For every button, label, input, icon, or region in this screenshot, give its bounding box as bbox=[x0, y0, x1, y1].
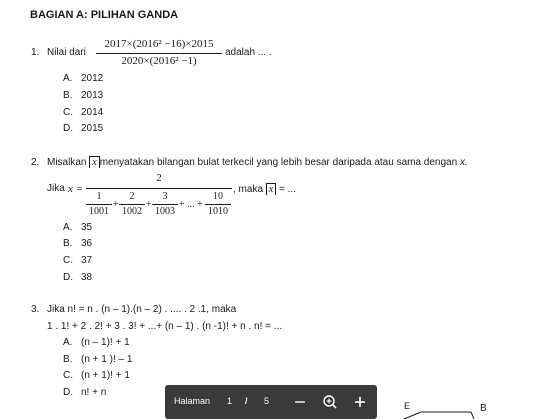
ceiling-symbol: x bbox=[89, 156, 99, 168]
current-page[interactable]: 1 bbox=[227, 396, 233, 406]
q2-number: 2. bbox=[31, 157, 40, 168]
ceiling-symbol-2: x bbox=[266, 183, 276, 195]
q1-option-c-letter: C. bbox=[63, 107, 73, 118]
q2-intro-b: menyatakan bilangan bulat terkecil yang lebih besar daripada atau sama dengan bbox=[99, 157, 458, 168]
q2-option-c: 37 bbox=[81, 255, 93, 266]
q1-number: 1. bbox=[31, 47, 40, 58]
q2-option-c-letter: C. bbox=[63, 255, 73, 266]
q1-option-a-letter: A. bbox=[63, 73, 73, 84]
q2-term-3: 3 1003 bbox=[152, 191, 178, 219]
q2-plus-1: + bbox=[113, 199, 119, 210]
q2-intro bbox=[47, 156, 468, 168]
q2-jika: Jika bbox=[47, 183, 65, 194]
zoom-out-button[interactable] bbox=[289, 392, 311, 412]
q1-option-b: 2013 bbox=[81, 90, 104, 101]
q2-option-b-letter: B. bbox=[63, 238, 73, 249]
plus-icon bbox=[349, 392, 371, 412]
q3-option-c-letter: C. bbox=[63, 370, 73, 381]
q2-plus-2: + bbox=[146, 199, 152, 210]
q1-suffix: adalah ... . bbox=[225, 47, 272, 58]
q3-line1: Jika n! = n . (n – 1).(n – 2) . .... . 2 .1, maka bbox=[47, 304, 237, 315]
q3-option-b-letter: B. bbox=[63, 354, 73, 365]
q2-option-a-letter: A. bbox=[63, 222, 73, 233]
q2-option-a: 35 bbox=[81, 222, 93, 233]
page-toolbar bbox=[165, 385, 377, 419]
q1-option-d-letter: D. bbox=[63, 123, 73, 134]
q3-line2: 1 . 1! + 2 . 2! + 3 . 3! + ...+ (n – 1) . (n -1)! + n . n! = ... bbox=[47, 321, 283, 332]
q1-prefix: Nilai dari bbox=[47, 47, 86, 58]
q3-option-a: (n – 1)! + 1 bbox=[81, 337, 130, 348]
q3-option-d-letter: D. bbox=[63, 387, 73, 398]
q3-number: 3. bbox=[31, 304, 40, 315]
geometry-figure bbox=[366, 398, 550, 419]
q2-x-eq: x = bbox=[68, 183, 84, 195]
total-pages: 5 bbox=[264, 396, 270, 406]
q2-term-2: 2 1002 bbox=[119, 191, 145, 219]
q1-option-a: 2012 bbox=[81, 73, 104, 84]
q2-term-10: 10 1010 bbox=[205, 191, 231, 219]
page-separator: / bbox=[245, 396, 248, 406]
q2-option-d-letter: D. bbox=[63, 272, 73, 283]
q3-option-a-letter: A. bbox=[63, 337, 73, 348]
q1-fraction bbox=[96, 38, 222, 70]
q1-option-b-letter: B. bbox=[63, 90, 73, 101]
zoom-in-search-button[interactable] bbox=[319, 392, 341, 412]
q2-dots: + ... + bbox=[179, 199, 203, 210]
q2-option-d: 38 bbox=[81, 272, 93, 283]
q2-maka: , maka x = ... bbox=[233, 184, 296, 195]
q2-intro-a: Misalkan bbox=[47, 157, 87, 168]
q2-option-b: 36 bbox=[81, 238, 93, 249]
section-title: BAGIAN A: PILIHAN GANDA bbox=[30, 9, 179, 21]
figure-label-b: B bbox=[480, 403, 487, 414]
q1-denominator: 2020×(2016² −1) bbox=[121, 55, 197, 67]
q1-option-d: 2015 bbox=[81, 123, 104, 134]
figure-label-e: E bbox=[404, 401, 411, 411]
q2-big-numerator: 2 bbox=[156, 172, 162, 184]
q2-intro-var: x. bbox=[459, 157, 468, 168]
page-label: Halaman bbox=[174, 396, 211, 406]
magnifier-plus-icon bbox=[319, 392, 341, 412]
q2-term-1: 1 1001 bbox=[86, 191, 112, 219]
q1-numerator: 2017×(2016² −16)×2015 bbox=[104, 38, 214, 50]
q3-option-b: (n + 1 )! – 1 bbox=[81, 354, 133, 365]
q3-option-d: n! + n bbox=[81, 387, 107, 398]
minus-icon bbox=[289, 392, 311, 412]
q3-option-c: (n + 1)! + 1 bbox=[81, 370, 130, 381]
zoom-in-button[interactable] bbox=[349, 392, 371, 412]
q1-option-c: 2014 bbox=[81, 107, 104, 118]
